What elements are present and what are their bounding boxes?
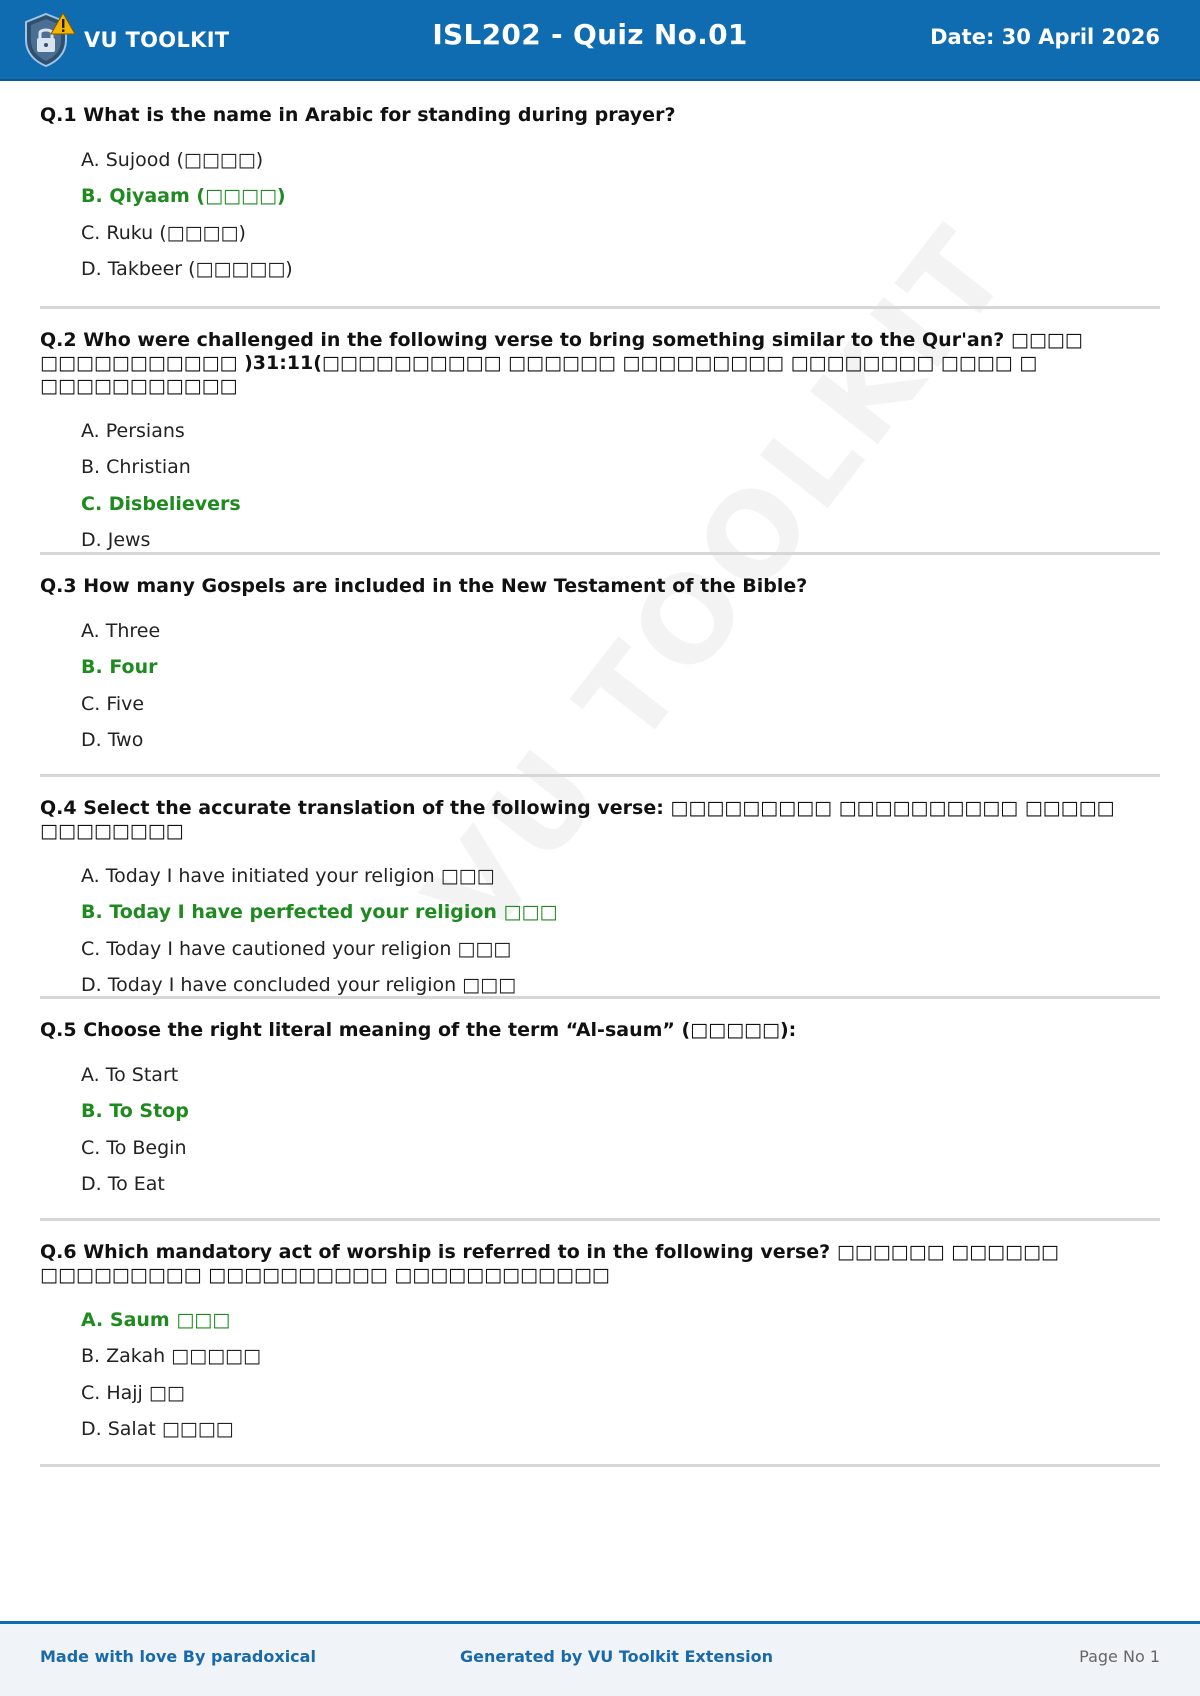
question-text: Q.2 Who were challenged in the following verse to bring something similar to the Qur'an? □□□□ □□□□□□□□□□□ )31:11(□□□□□□□□□□ □□□□□□ □□□□□□□□□ □□□□□□□□ □□□□ □ □□□□□□□□□□□	[40, 329, 1083, 397]
option-a: A. Sujood (□□□□)	[81, 149, 264, 171]
option-c: C. Ruku (□□□□)	[81, 221, 246, 244]
options-list	[40, 1064, 1160, 1210]
option-c: C. Today I have cautioned your religion □□□	[81, 937, 512, 960]
options-list	[40, 865, 1160, 1011]
options-list	[40, 149, 1160, 295]
question-text: Q.5 Choose the right literal meaning of the term “Al-saum” (□□□□□):	[40, 1019, 797, 1041]
option-d: D. Two	[81, 729, 144, 752]
option-d: D. To Eat	[81, 1173, 165, 1196]
document-date: Date: 30 April 2026	[930, 25, 1160, 49]
question-block	[40, 309, 1160, 555]
option-d: D. Takbeer (□□□□□)	[81, 258, 293, 281]
question-block	[40, 104, 1160, 309]
page-footer	[0, 1621, 1200, 1696]
question-text: Q.4 Select the accurate translation of the following verse: □□□□□□□□□ □□□□□□□□□□ □□□□□ □□□□□□□□	[40, 797, 1115, 842]
option-c: C. To Begin	[81, 1136, 187, 1159]
option-d: D. Salat □□□□	[81, 1418, 234, 1441]
option-b-correct: B. To Stop	[81, 1100, 189, 1123]
option-a-correct: A. Saum □□□	[81, 1309, 231, 1331]
option-a: A. Three	[81, 620, 161, 642]
option-a: A. Today I have initiated your religion □□□	[81, 865, 495, 887]
question-text: Q.3 How many Gospels are included in the New Testament of the Bible?	[40, 575, 808, 597]
option-d: D. Jews	[81, 529, 151, 552]
question-text: Q.6 Which mandatory act of worship is referred to in the following verse? □□□□□□ □□□□□□ □□□□□□□□□ □□□□□□□□□□ □□□□□□□□□□□□	[40, 1241, 1059, 1286]
options-list	[40, 1309, 1160, 1455]
option-b-correct: B. Four	[81, 656, 158, 679]
page-number: Page No 1	[1079, 1647, 1160, 1666]
option-d: D. Today I have concluded your religion □□□	[81, 974, 517, 997]
option-b-correct: B. Today I have perfected your religion □□□	[81, 901, 558, 924]
question-block	[40, 777, 1160, 999]
question-block	[40, 1221, 1160, 1467]
question-block	[40, 555, 1160, 777]
option-a: A. To Start	[81, 1064, 179, 1086]
option-c-correct: C. Disbelievers	[81, 492, 241, 515]
option-b: B. Zakah □□□□□	[81, 1345, 261, 1368]
question-text: Q.1 What is the name in Arabic for standing during prayer?	[40, 104, 676, 126]
brand-name: VU TOOLKIT	[84, 28, 230, 52]
quiz-content	[40, 104, 1160, 1467]
option-a: A. Persians	[81, 420, 185, 442]
option-c: C. Five	[81, 692, 145, 715]
document-title: ISL202 - Quiz No.01	[432, 18, 748, 51]
options-list	[40, 420, 1160, 566]
option-b: B. Christian	[81, 456, 191, 479]
options-list	[40, 620, 1160, 766]
footer-generator: Generated by VU Toolkit Extension	[460, 1647, 773, 1666]
option-c: C. Hajj □□	[81, 1381, 185, 1404]
option-b-correct: B. Qiyaam (□□□□)	[81, 185, 286, 208]
footer-credit: Made with love By paradoxical	[40, 1647, 316, 1666]
page-header	[0, 0, 1200, 81]
question-block	[40, 999, 1160, 1221]
